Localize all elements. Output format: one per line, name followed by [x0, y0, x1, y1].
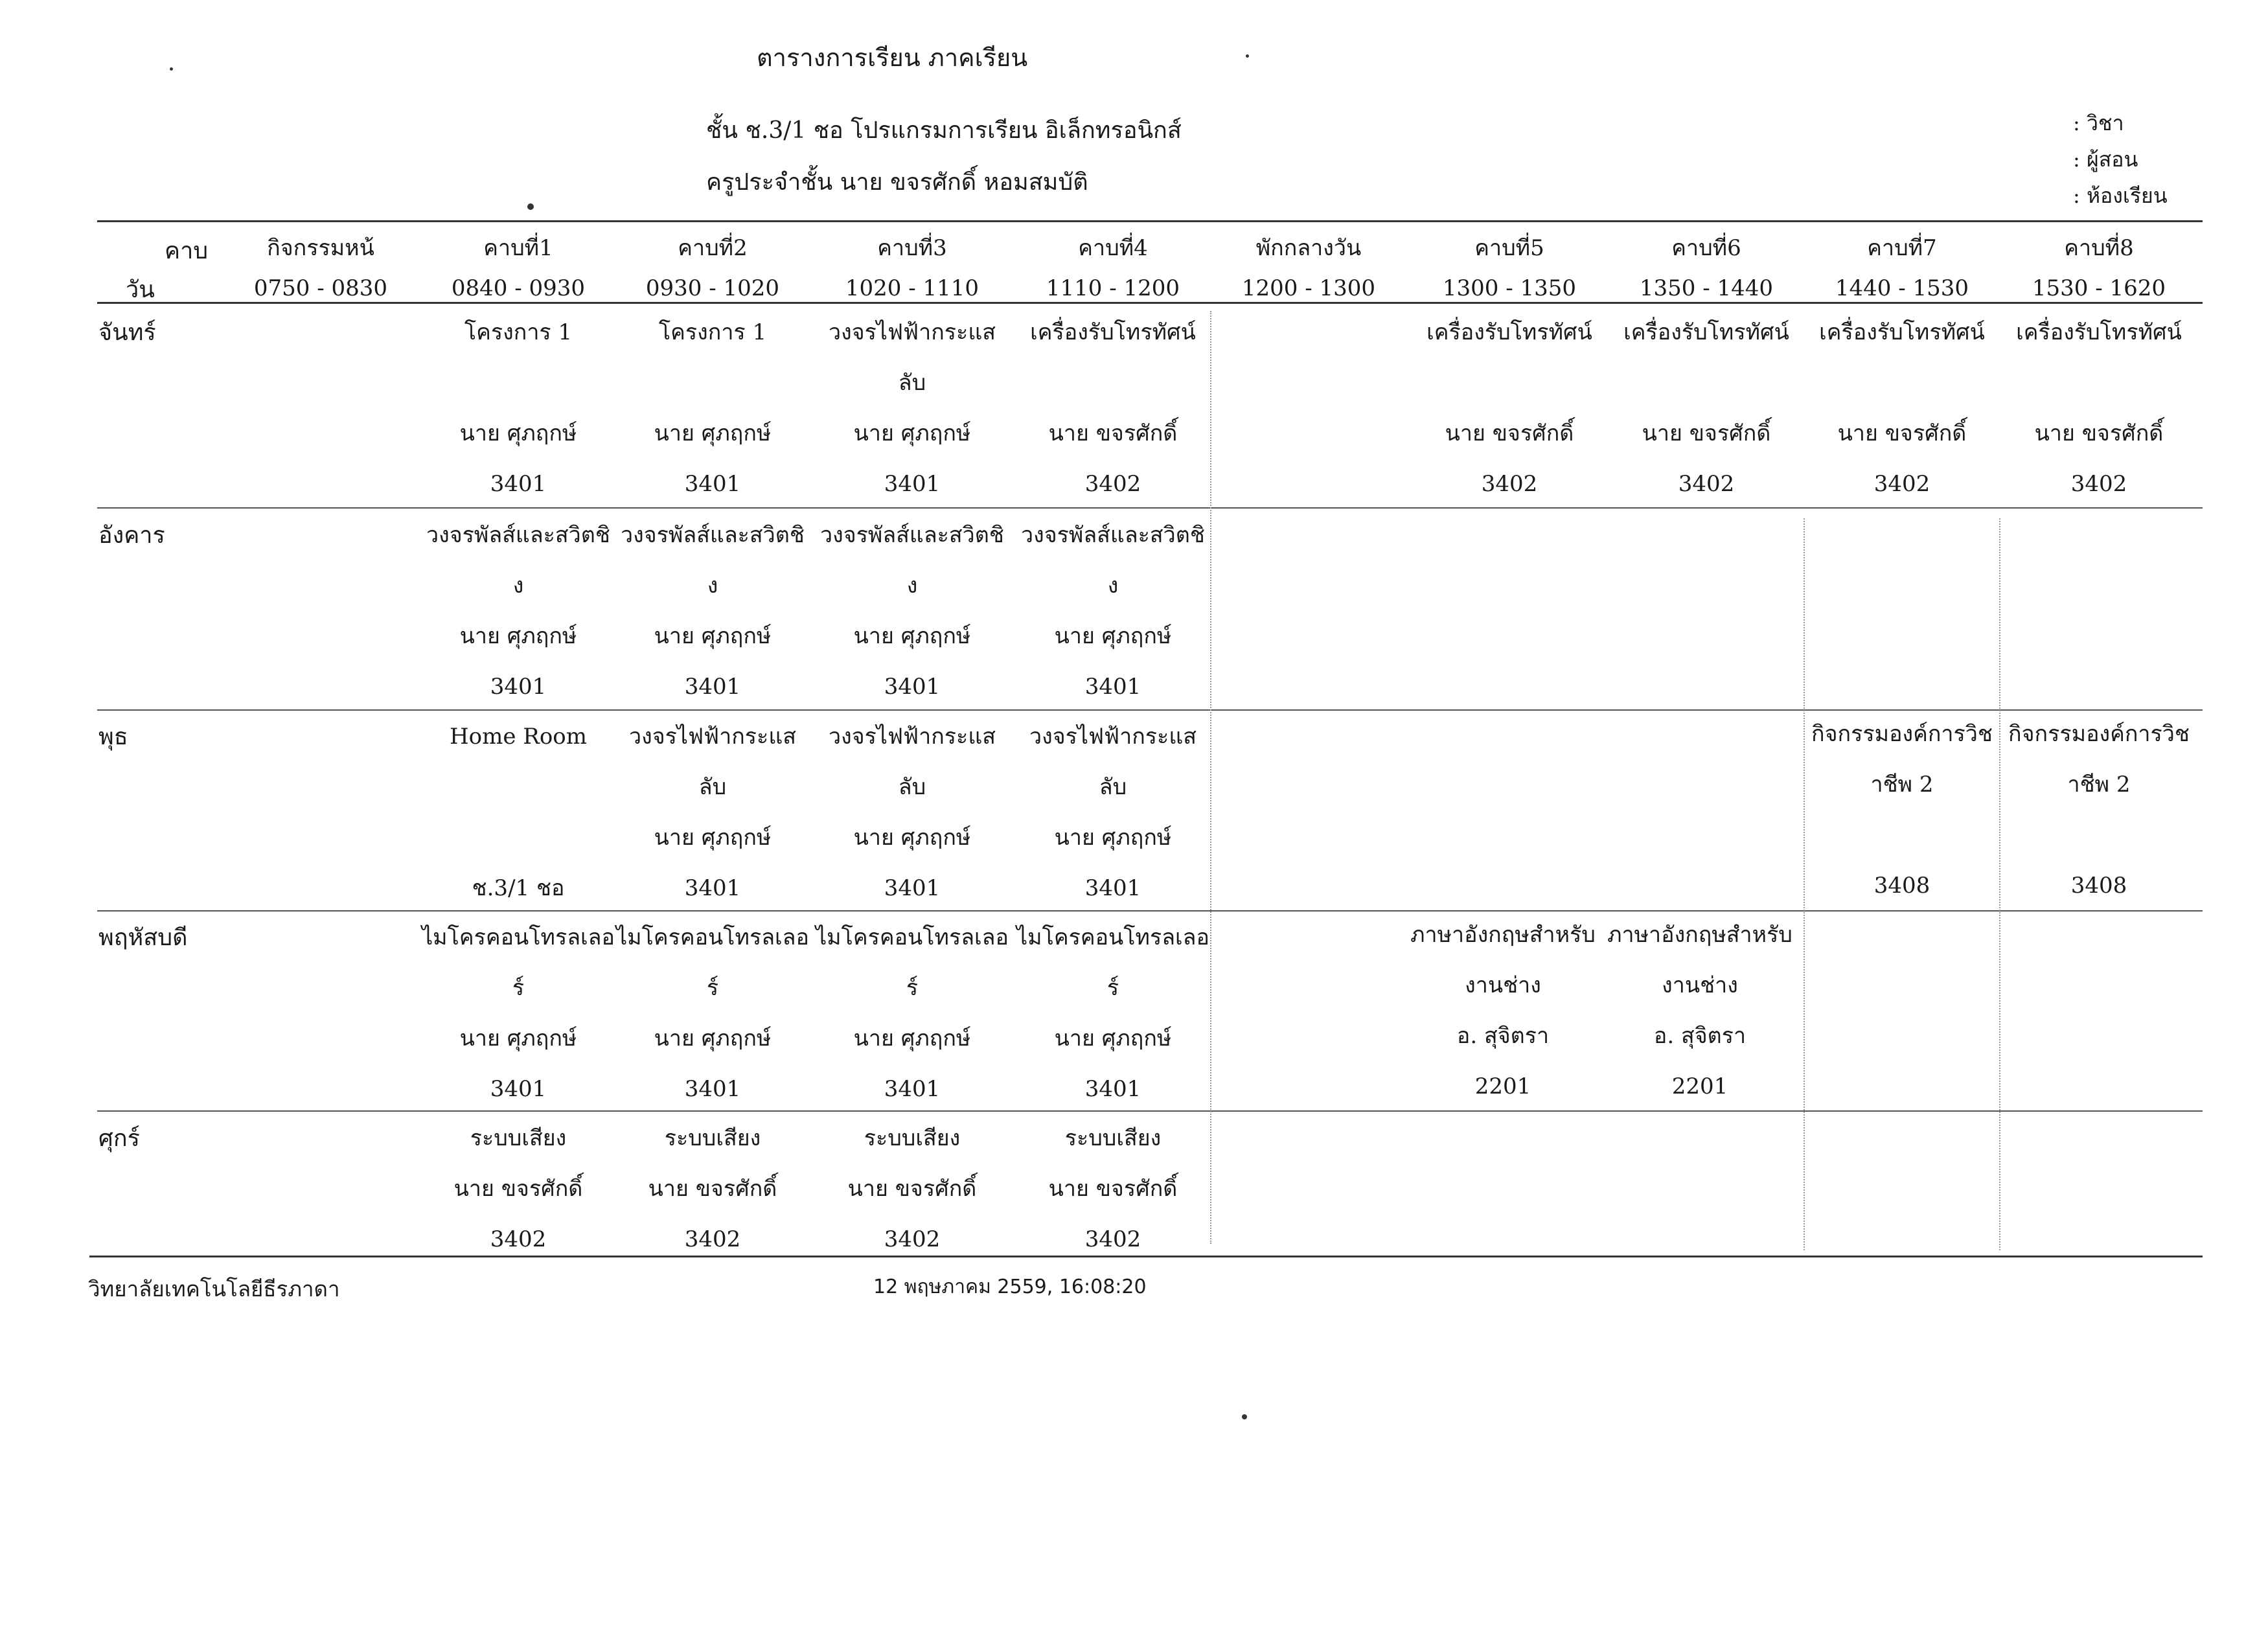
class-cell: [2002, 307, 2196, 509]
room: 3402: [1084, 471, 1141, 497]
col-time: 1020 - 1110: [845, 275, 979, 301]
room: 3408: [2070, 873, 2127, 899]
col-header-period-6: [1609, 228, 1804, 308]
col-header-period-1: [421, 228, 615, 308]
room: 3401: [490, 674, 547, 700]
col-label: คาบที่1: [483, 235, 553, 261]
teacher: นาย ขจรศักดิ์: [2034, 420, 2164, 446]
subject-cont: ลับ: [898, 774, 926, 800]
subject: ไมโครคอนโทรลเลอ: [616, 924, 809, 950]
col-header-period-3: [815, 228, 1009, 308]
col-time: 1440 - 1530: [1835, 275, 1969, 301]
subject: วงจรพัลส์และสวิตชิ: [426, 522, 610, 548]
subject-cont: [1016, 358, 1210, 408]
col-header-period-7: [1805, 228, 1999, 308]
room: 3402: [1678, 471, 1735, 497]
subject-cont: ร์: [512, 975, 525, 1001]
subject-cont: [615, 358, 810, 408]
col-label: คาบที่4: [1078, 235, 1148, 261]
teacher: นาย ศุภฤกษ์: [853, 825, 971, 851]
subject: เครื่องรับโทรทัศน์: [1426, 319, 1592, 345]
subject: ระบบเสียง: [864, 1125, 961, 1151]
class-cell: [815, 1113, 1009, 1265]
subject-cont: ง: [512, 573, 524, 599]
corner-period-label: คาบ: [165, 238, 209, 264]
scan-speck: [527, 203, 534, 210]
class-cell: [615, 1113, 810, 1265]
col-label: คาบที่7: [1867, 235, 1937, 261]
subject: ภาษาอังกฤษสำหรับ: [1607, 922, 1793, 948]
teacher: นาย ขจรศักดิ์: [453, 1176, 583, 1202]
day-tuesday: อังคาร: [98, 522, 165, 549]
teacher: นาย ศุภฤกษ์: [853, 623, 971, 649]
class-cell: [815, 711, 1009, 913]
class-cell: [1016, 1113, 1210, 1265]
subject: Home Room: [449, 724, 588, 750]
teacher: [1805, 810, 1999, 860]
subject-cont: [421, 358, 615, 408]
class-cell: [421, 510, 615, 712]
subject: เครื่องรับโทรทัศน์: [2016, 319, 2182, 345]
class-cell: [1805, 307, 1999, 509]
subject-cont: งานช่าง: [1662, 972, 1738, 998]
subject: เครื่องรับโทรทัศน์: [1819, 319, 1985, 345]
col-header-period-5: [1412, 228, 1607, 308]
class-cell: [421, 1113, 615, 1265]
teacher: นาย ศุภฤกษ์: [459, 623, 577, 649]
room: 3401: [684, 471, 741, 497]
college-name: วิทยาลัยเทคโนโลยีธีรภาดา: [88, 1276, 340, 1302]
column-separator: [1210, 311, 1211, 1244]
teacher: อ. สุจิตรา: [1653, 1023, 1747, 1049]
room: 3401: [884, 674, 941, 700]
col-header-period-8: [2002, 228, 2196, 308]
subject-cont: าชีพ 2: [2067, 772, 2131, 797]
class-cell: [1603, 910, 1797, 1112]
subject-cont: ลับ: [898, 370, 926, 396]
col-time: 0750 - 0830: [253, 275, 388, 301]
room: 3401: [1084, 674, 1141, 700]
class-cell: [615, 307, 810, 509]
class-cell: [1805, 709, 1999, 911]
column-separator: [1999, 518, 2000, 1250]
room: 3401: [1084, 1076, 1141, 1102]
subject-cont: ร์: [906, 975, 919, 1001]
subject: ภาษาอังกฤษสำหรับ: [1410, 922, 1596, 948]
col-label: คาบที่3: [877, 235, 947, 261]
legend-room: : ห้องเรียน: [2073, 183, 2168, 208]
col-header-period-4: [1016, 228, 1210, 308]
teacher: นาย ศุภฤกษ์: [654, 825, 772, 851]
subject-cont: งานช่าง: [1465, 972, 1541, 998]
teacher: นาย ศุภฤกษ์: [853, 1026, 971, 1051]
subject-cont: [1805, 358, 1999, 408]
room: 3401: [884, 1076, 941, 1102]
class-cell: [1406, 910, 1600, 1112]
subject-cont: [1412, 358, 1607, 408]
col-label: คาบที่5: [1474, 235, 1544, 261]
col-time: 1300 - 1350: [1442, 275, 1577, 301]
teacher: นาย ศุภฤกษ์: [459, 420, 577, 446]
subject: วงจรพัลส์และสวิตชิ: [1021, 522, 1205, 548]
subject-cont: [1609, 358, 1804, 408]
room: 2201: [1671, 1073, 1728, 1099]
teacher: นาย ศุภฤกษ์: [1054, 623, 1172, 649]
col-header-morning-activity: [243, 228, 398, 308]
class-cell: [815, 912, 1009, 1114]
subject: วงจรไฟฟ้ากระแส: [829, 319, 996, 345]
room: 3402: [490, 1226, 547, 1252]
teacher: นาย ศุภฤกษ์: [1054, 825, 1172, 851]
day-monday: จันทร์: [98, 319, 156, 346]
subject: วงจรไฟฟ้ากระแส: [629, 724, 796, 750]
class-cell: [1016, 307, 1210, 509]
room: 3401: [684, 1076, 741, 1102]
class-cell: [1609, 307, 1804, 509]
class-cell: [1016, 510, 1210, 712]
corner-day-label: วัน: [126, 277, 155, 303]
subject: ระบบเสียง: [664, 1125, 761, 1151]
legend: [2073, 105, 2168, 214]
legend-teacher: : ผู้สอน: [2073, 147, 2138, 172]
room: 3402: [1873, 471, 1930, 497]
class-cell: [615, 711, 810, 913]
class-cell: [1016, 711, 1210, 913]
scan-speck: [1246, 54, 1249, 58]
subject-cont: [421, 762, 615, 812]
teacher: นาย ขจรศักดิ์: [1048, 420, 1178, 446]
room: 3401: [684, 674, 741, 700]
subject: โครงการ 1: [464, 319, 573, 345]
class-cell: [2002, 709, 2196, 911]
subject-cont: าชีพ 2: [1870, 772, 1934, 797]
subject: วงจรพัลส์และสวิตชิ: [820, 522, 1004, 548]
col-label: คาบที่2: [678, 235, 748, 261]
col-header-lunch: [1218, 228, 1399, 308]
teacher: นาย ขจรศักดิ์: [648, 1176, 777, 1202]
teacher: [2002, 810, 2196, 860]
col-label: กิจกรรมหน้: [267, 235, 374, 261]
class-cell: [1412, 307, 1607, 509]
subject: ไมโครคอนโทรลเลอ: [422, 924, 615, 950]
teacher: นาย ศุภฤกษ์: [1054, 1026, 1172, 1051]
subject: เครื่องรับโทรทัศน์: [1623, 319, 1789, 345]
homeroom-teacher-line: ครูประจำชั้น นาย ขจรศักดิ์ หอมสมบัติ: [706, 169, 1088, 196]
print-timestamp: 12 พฤษภาคม 2559, 16:08:20: [873, 1276, 1147, 1298]
class-cell: [815, 510, 1009, 712]
room: 2201: [1474, 1073, 1531, 1099]
room: 3402: [684, 1226, 741, 1252]
subject: กิจกรรมองค์การวิช: [1811, 721, 1993, 747]
class-cell: [615, 912, 810, 1114]
room: 3401: [884, 875, 941, 901]
col-time: 0840 - 0930: [451, 275, 586, 301]
subject-cont: ร์: [706, 975, 719, 1001]
class-cell: [1016, 912, 1210, 1114]
col-time: 1350 - 1440: [1639, 275, 1774, 301]
teacher: นาย ศุภฤกษ์: [853, 420, 971, 446]
subject: โครงการ 1: [658, 319, 767, 345]
class-cell: [421, 912, 615, 1114]
room: 3401: [1084, 875, 1141, 901]
col-time: 1530 - 1620: [2032, 275, 2166, 301]
subject-cont: ง: [707, 573, 718, 599]
subject: เครื่องรับโทรทัศน์: [1030, 319, 1196, 345]
subject: ไมโครคอนโทรลเลอ: [816, 924, 1009, 950]
subject: ระบบเสียง: [1064, 1125, 1162, 1151]
room: 3401: [490, 1076, 547, 1102]
teacher: นาย ศุภฤกษ์: [654, 1026, 772, 1051]
subject: วงจรพัลส์และสวิตชิ: [621, 522, 805, 548]
teacher: นาย ขจรศักดิ์: [1642, 420, 1771, 446]
scan-speck: [170, 67, 173, 71]
room: 3402: [2070, 471, 2127, 497]
class-cell: [421, 307, 615, 509]
day-wednesday: พุธ: [98, 724, 128, 750]
day-friday: ศุกร์: [98, 1125, 140, 1152]
subject-cont: ง: [1107, 573, 1119, 599]
teacher: นาย ขจรศักดิ์: [847, 1176, 977, 1202]
col-time: 1200 - 1300: [1241, 275, 1376, 301]
col-time: 1110 - 1200: [1046, 275, 1180, 301]
col-time: 0930 - 1020: [645, 275, 780, 301]
day-thursday: พฤหัสบดี: [98, 924, 188, 951]
teacher: นาย ขจรศักดิ์: [1445, 420, 1574, 446]
teacher: นาย ศุภฤกษ์: [654, 420, 772, 446]
room: 3401: [490, 471, 547, 497]
subject: ไมโครคอนโทรลเลอ: [1016, 924, 1209, 950]
subject-cont: ลับ: [698, 774, 727, 800]
class-program-line: ชั้น ช.3/1 ชอ โปรแกรมการเรียน อิเล็กทรอนิกส์: [706, 117, 1182, 144]
subject: ระบบเสียง: [470, 1125, 567, 1151]
room: 3401: [884, 471, 941, 497]
col-label: คาบที่8: [2064, 235, 2134, 261]
table-top-rule: [97, 220, 2203, 222]
room: 3402: [884, 1226, 941, 1252]
teacher: นาย ขจรศักดิ์: [1837, 420, 1967, 446]
subject: วงจรไฟฟ้ากระแส: [1029, 724, 1197, 750]
col-header-period-2: [615, 228, 810, 308]
col-label: พักกลางวัน: [1255, 235, 1362, 261]
room: 3402: [1481, 471, 1538, 497]
room: ช.3/1 ชอ: [472, 875, 565, 901]
legend-subject: : วิชา: [2073, 111, 2124, 135]
subject-cont: [2002, 358, 2196, 408]
teacher: นาย ขจรศักดิ์: [1048, 1176, 1178, 1202]
class-cell: [421, 711, 615, 913]
subject: วงจรไฟฟ้ากระแส: [829, 724, 996, 750]
subject: กิจกรรมองค์การวิช: [2008, 721, 2190, 747]
subject-cont: ง: [906, 573, 918, 599]
subject-cont: ลับ: [1099, 774, 1127, 800]
teacher: อ. สุจิตรา: [1456, 1023, 1550, 1049]
room: 3408: [1873, 873, 1930, 899]
room: 3401: [684, 875, 741, 901]
scan-speck: [1242, 1414, 1247, 1419]
document-title: ตารางการเรียน ภาคเรียน: [757, 43, 1028, 72]
class-cell: [815, 307, 1009, 509]
col-label: คาบที่6: [1671, 235, 1741, 261]
teacher: นาย ศุภฤกษ์: [459, 1026, 577, 1051]
teacher: นาย ศุภฤกษ์: [654, 623, 772, 649]
teacher: [421, 812, 615, 863]
room: 3402: [1084, 1226, 1141, 1252]
subject-cont: ร์: [1106, 975, 1119, 1001]
class-cell: [615, 510, 810, 712]
